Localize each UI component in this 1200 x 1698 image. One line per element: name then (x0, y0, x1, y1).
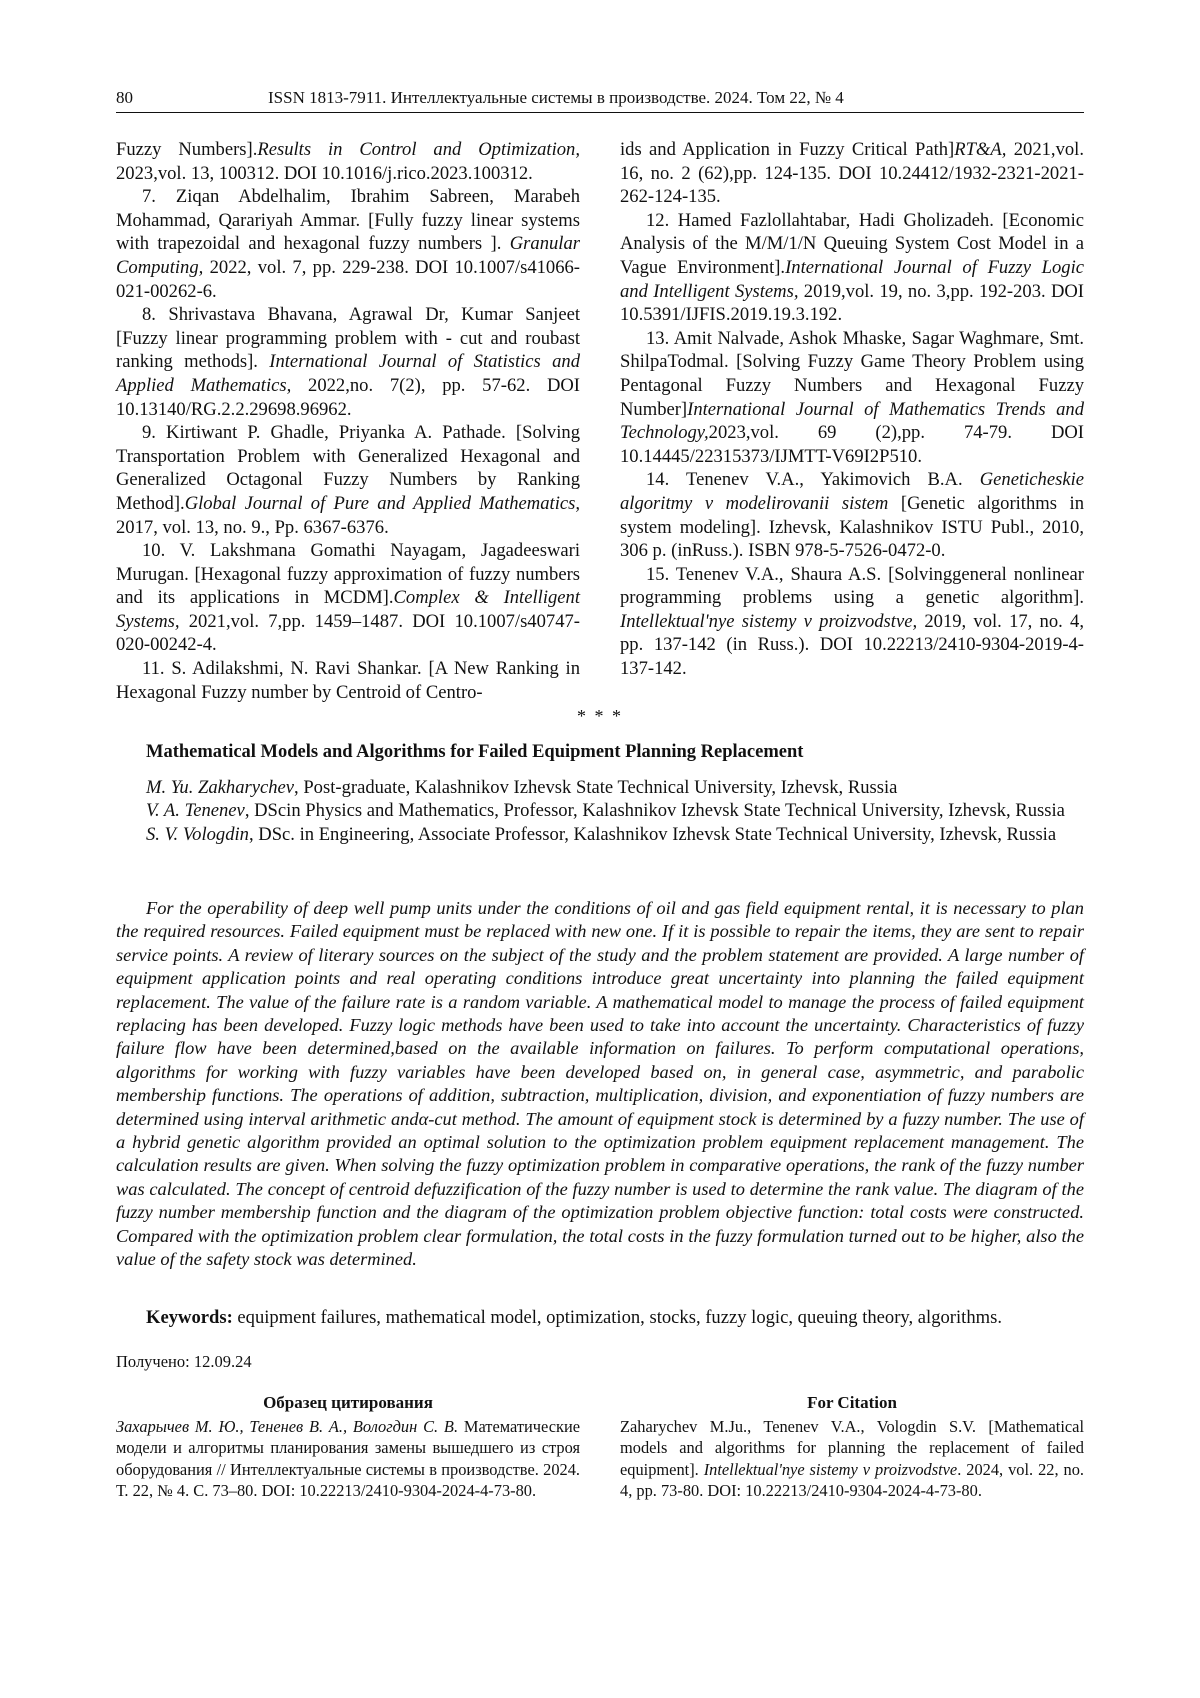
author-name: V. A. Tenenev (146, 800, 245, 822)
reference-item: 11. S. Adilakshmi, N. Ravi Shankar. [A New Ranking in Hexagonal Fuzzy number by Centroid of Centro- (116, 658, 580, 703)
references-column-left (116, 138, 580, 704)
received-date: Получено: 12.09.24 (116, 1352, 252, 1371)
abstract: For the operability of deep well pump units under the conditions of oil and gas field equipment rental, it is necessary to plan the required resources. Failed equipment must be replaced with new one. If it is possible to repair the items, they are sent to repair service points. A review of literary sources on the subject of the study and the problem statement are provided. A large number of equipment application points and real operating conditions introduce great uncertainty into planning the failed equipment replacement. The value of the failure rate is a random variable. A mathematical model to manage the process of failed equipment replacing has been developed. Fuzzy logic methods have been used to take into account the uncertainty. Characteristics of fuzzy failure flow have been determined,based on the available information on failures. To perform computational operations, algorithms for working with fuzzy variables have been developed based on, in general case, asymmetric, and parabolic membership functions. The operations of addition, subtraction, multiplication, division, and exponentiation of fuzzy numbers are determined using interval arithmetic andα-cut method. The amount of equipment stock is determined by a fuzzy number. The use of a hybrid genetic algorithm provided an optimal solution to the optimization problem equipment replacement management. The calculation results are given. When solving the fuzzy optimization problem in comparative operations, the rank of the fuzzy number was calculated. The concept of centroid defuzzification of the fuzzy number is used to determine the rank value. The diagram of the fuzzy number membership function and the diagram of the optimization problem objective function: total costs were constructed. Compared with the optimization problem clear formulation, the total costs in the fuzzy formulation turned out to be higher, also the value of the safety stock was determined. (116, 898, 1084, 1270)
author-entry: M. Yu. Zakharychev, Post-graduate, Kalashnikov Izhevsk State Technical University, Izhevsk, Russia (146, 777, 898, 798)
author-name: M. Yu. Zakharychev (146, 777, 295, 798)
reference-item: 10. V. Lakshmana Gomathi Nayagam, Jagadeeswari Murugan. [Hexagonal fuzzy approximation of fuzzy numbers and its applications in MCDM].Complex & Intelligent Systems, 2021,vol. 7,pp. 1459–1487. DOI 10.1007/s40747-020-00242-4. (116, 540, 580, 656)
reference-item: 8. Shrivastava Bhavana, Agrawal Dr, Kumar Sanjeet [Fuzzy linear programming problem with - cut and roubast ranking methods]. International Journal of Statistics and Applied Mathematics, 2022,no. 7(2), pp. 57-62. DOI 10.13140/RG.2.2.29698.96962. (116, 304, 581, 420)
references-column-right (620, 138, 1084, 681)
reference-item: 13. Amit Nalvade, Ashok Mhaske, Sagar Waghmare, Smt. ShilpaTodmal. [Solving Fuzzy Game Theory Problem using Pentagonal Fuzzy Numbers and Hexagonal Fuzzy Number]International Journal of Mathematics Trends and Technology,2023,vol. 69 (2),pp. 74-79. DOI 10.14445/22315373/IJMTT-V69I2P510. (620, 327, 1084, 467)
page-number: 80 (116, 88, 133, 107)
article-title: Mathematical Models and Algorithms for Failed Equipment Planning Replacement (146, 742, 804, 762)
citation-text: Захарычев М. Ю., Тененев В. А., Вологдин С. В. Математические модели и алгоритмы планирования замены вышедшего из строя оборудования // Интеллектуальные системы в производстве. 2024. Т. 22, № 4. С. 73–80. DOI: 10.22213/2410-9304-2024-4-73-80. (116, 1416, 580, 1500)
author-entry: V. A. Tenenev, DScin Physics and Mathematics, Professor, Kalashnikov Izhevsk State Technical University, Izhevsk, Russia (146, 800, 1065, 822)
reference-item: ids and Application in Fuzzy Critical Path]RT&A, 2021,vol. 16, no. 2 (62),pp. 124-135. DOI 10.24412/1932-2321-2021-262-124-135. (620, 139, 1084, 208)
reference-item: 9. Kirtiwant P. Ghadle, Priyanka A. Pathade. [Solving Transportation Problem with Generalized Hexagonal and Generalized Octagonal Fuzzy Numbers by Ranking Method].Global Journal of Pure and Applied Mathematics, 2017, vol. 13, no. 9., Pp. 6367-6376. (116, 422, 580, 538)
section-separator: * * * (577, 706, 623, 726)
running-header (116, 84, 1084, 113)
reference-item: 12. Hamed Fazlollahtabar, Hadi Gholizadeh. [Economic Analysis of the M/M/1/N Queuing System Cost Model in a Vague Environment].International Journal of Fuzzy Logic and Intelligent Systems, 2019,vol. 19, no. 3,pp. 192-203. DOI 10.5391/IJFIS.2019.19.3.192. (620, 209, 1085, 326)
keywords-label: Keywords: (146, 1307, 233, 1328)
author-entry: S. V. Vologdin, DSc. in Engineering, Associate Professor, Kalashnikov Izhevsk State Technical University, Izhevsk, Russia (146, 823, 1057, 845)
author-list (116, 776, 1084, 846)
citation-ru (116, 1392, 580, 1502)
reference-item: Fuzzy Numbers].Results in Control and Optimization, 2023,vol. 13, 100312. DOI 10.1016/j.rico.2023.100312. (116, 139, 580, 184)
keywords (116, 1306, 1084, 1329)
reference-item: 7. Ziqan Abdelhalim, Ibrahim Sabreen, Marabeh Mohammad, Qarariyah Ammar. [Fully fuzzy linear systems with trapezoidal and hexagonal fuzzy numbers ]. Granular Computing, 2022, vol. 7, pp. 229-238. DOI 10.1007/s41066-021-00262-6. (116, 186, 580, 302)
citation-heading: For Citation (807, 1393, 897, 1412)
keywords-list: equipment failures, mathematical model, optimization, stocks, fuzzy logic, queuing theory, algorithms. (232, 1307, 1002, 1328)
citation-text: Zaharychev M.Ju., Tenenev V.A., Vologdin S.V. [Mathematical models and algorithms for planning the replacement of failed equipment]. Intellektual'nye sistemy v proizvodstve. 2024, vol. 22, no. 4, pp. 73-80. DOI: 10.22213/2410-9304-2024-4-73-80. (620, 1416, 1085, 1500)
reference-item: 15. Tenenev V.A., Shaura A.S. [Solvinggeneral nonlinear programming problems using a genetic algorithm]. Intellektual'nye sistemy v proizvodstve, 2019, vol. 17, no. 4, pp. 137-142 (in Russ.). DOI 10.22213/2410-9304-2019-4-137-142. (620, 563, 1084, 680)
reference-item: 14. Tenenev V.A., Yakimovich B.A. Geneticheskie algoritmy v modelirovanii sistem [Genetic algorithms in system modeling]. Izhevsk, Kalashnikov ISTU Publ., 2010, 306 p. (inRuss.). ISBN 978-5-7526-0472-0. (620, 469, 1084, 562)
journal-title: ISSN 1813-7911. Интеллектуальные системы в производстве. 2024. Том 22, № 4 (268, 88, 844, 107)
citation-heading: Образец цитирования (263, 1393, 433, 1412)
citation-en (620, 1392, 1084, 1502)
author-name: S. V. Vologdin (146, 823, 249, 845)
